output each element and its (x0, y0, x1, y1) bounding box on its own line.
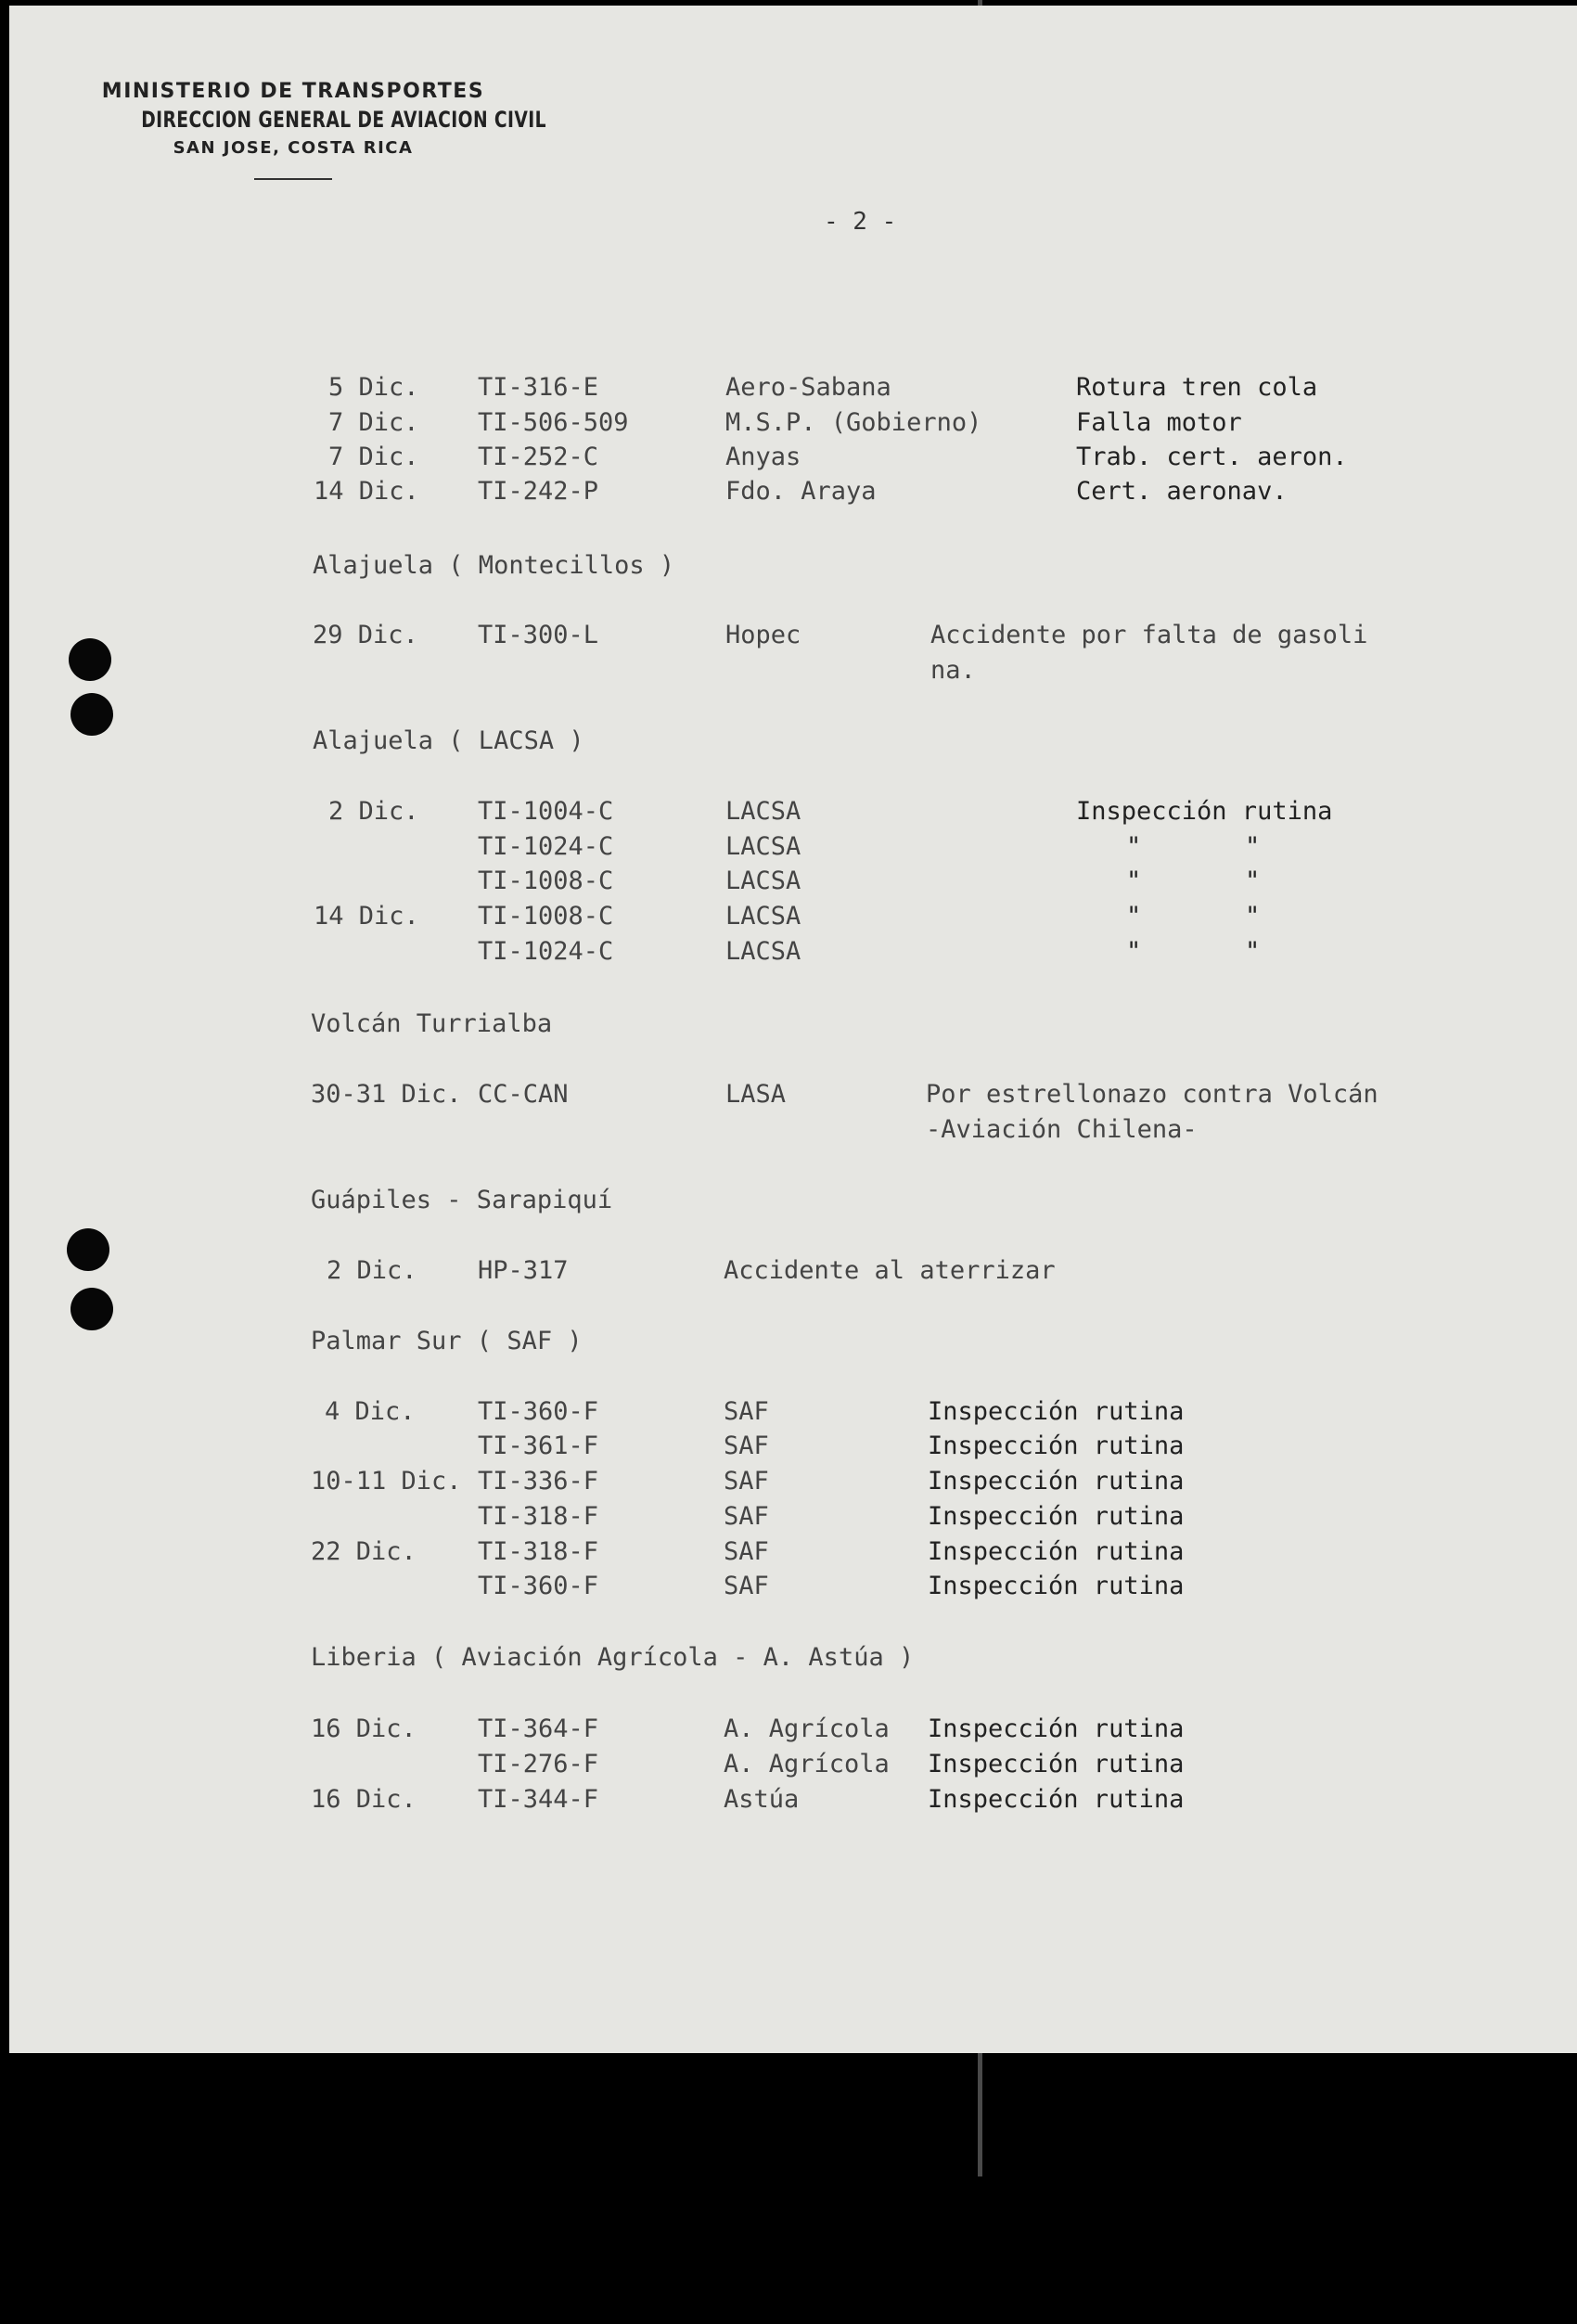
page-number: - 2 - (824, 208, 897, 236)
ditto-mark: " (1126, 902, 1142, 931)
letterhead-ministry: MINISTERIO DE TRANSPORTES (101, 80, 485, 103)
entry-note: Inspección rutina (928, 1537, 1185, 1566)
entry-date: 29 Dic. (313, 621, 418, 649)
entry-registration: TI-276-F (478, 1750, 599, 1778)
entry-operator: Fdo. Araya (725, 477, 877, 506)
entry-note: Accidente al aterrizar (724, 1256, 1056, 1285)
entry-operator: LASA (725, 1080, 787, 1109)
entry-note-continuation: na. (930, 656, 976, 685)
entry-registration: TI-1008-C (478, 867, 614, 895)
entry-registration: CC-CAN (478, 1080, 569, 1109)
entry-registration: TI-361-F (478, 1432, 599, 1460)
section-heading: Alajuela ( Montecillos ) (313, 551, 675, 580)
section-heading: Guápiles - Sarapiquí (311, 1186, 613, 1214)
letterhead-city: SAN JOSE, COSTA RICA (173, 138, 414, 158)
scan-divider (978, 2053, 982, 2176)
entry-registration: TI-316-E (478, 373, 599, 402)
entry-date: 10-11 Dic. (311, 1467, 462, 1496)
entry-operator: SAF (724, 1432, 769, 1460)
entry-date: 7 Dic. (328, 408, 419, 437)
letterhead-direction: DIRECCION GENERAL DE AVIACION CIVIL (141, 107, 546, 133)
entry-registration: TI-506-509 (478, 408, 629, 437)
punch-hole (71, 693, 113, 736)
entry-date: 22 Dic. (311, 1537, 417, 1566)
entry-registration: TI-1008-C (478, 902, 614, 931)
ditto-mark: " (1245, 937, 1261, 966)
entry-registration: TI-242-P (478, 477, 599, 506)
entry-note: Inspección rutina (928, 1785, 1185, 1814)
entry-operator: Aero-Sabana (725, 373, 891, 402)
entry-date: 2 Dic. (327, 1256, 417, 1285)
entry-date: 30-31 Dic. (311, 1080, 462, 1109)
ditto-mark: " (1245, 832, 1261, 861)
ditto-mark: " (1126, 832, 1142, 861)
entry-registration: TI-300-L (478, 621, 599, 649)
entry-operator: Astúa (724, 1785, 800, 1814)
entry-registration: TI-360-F (478, 1572, 599, 1600)
entry-note: Inspección rutina (1076, 797, 1333, 826)
entry-registration: TI-344-F (478, 1785, 599, 1814)
entry-operator: Anyas (725, 443, 801, 471)
entry-registration: TI-360-F (478, 1397, 599, 1426)
entry-date: 16 Dic. (311, 1714, 417, 1743)
scan-divider (978, 0, 982, 6)
letterhead-rule (254, 178, 332, 180)
section-heading: Volcán Turrialba (311, 1009, 553, 1038)
entry-operator: LACSA (725, 867, 801, 895)
entry-registration: HP-317 (478, 1256, 569, 1285)
punch-hole (67, 1228, 109, 1271)
entry-note: Inspección rutina (928, 1432, 1185, 1460)
ditto-mark: " (1126, 867, 1142, 895)
entry-registration: TI-336-F (478, 1467, 599, 1496)
entry-operator: SAF (724, 1572, 769, 1600)
entry-registration: TI-318-F (478, 1537, 599, 1566)
entry-operator: LACSA (725, 832, 801, 861)
entry-operator: SAF (724, 1397, 769, 1426)
entry-note: Trab. cert. aeron. (1076, 443, 1348, 471)
entry-operator: M.S.P. (Gobierno) (725, 408, 982, 437)
entry-registration: TI-252-C (478, 443, 599, 471)
entry-date: 4 Dic. (325, 1397, 416, 1426)
letterhead (98, 80, 546, 180)
entry-operator: A. Agrícola (724, 1750, 890, 1778)
entry-date: 2 Dic. (328, 797, 419, 826)
entry-note: Falla motor (1076, 408, 1242, 437)
section-heading: Alajuela ( LACSA ) (313, 726, 584, 755)
entry-date: 14 Dic. (314, 902, 419, 931)
section-heading: Liberia ( Aviación Agrícola - A. Astúa ) (311, 1643, 915, 1672)
ditto-mark: " (1245, 867, 1261, 895)
entry-operator: LACSA (725, 937, 801, 966)
entry-note: Inspección rutina (928, 1714, 1185, 1743)
entry-operator: SAF (724, 1537, 769, 1566)
entry-date: 7 Dic. (328, 443, 419, 471)
entry-registration: TI-364-F (478, 1714, 599, 1743)
entry-note-continuation: -Aviación Chilena- (926, 1115, 1198, 1144)
document-page (9, 6, 1577, 2053)
entry-operator: Hopec (725, 621, 801, 649)
entry-date: 16 Dic. (311, 1785, 417, 1814)
entry-note: Inspección rutina (928, 1750, 1185, 1778)
entry-note: Inspección rutina (928, 1502, 1185, 1531)
entry-operator: LACSA (725, 797, 801, 826)
entry-note: Rotura tren cola (1076, 373, 1318, 402)
entry-note: Inspección rutina (928, 1572, 1185, 1600)
ditto-mark: " (1126, 937, 1142, 966)
section-heading: Palmar Sur ( SAF ) (311, 1327, 583, 1355)
entry-operator: SAF (724, 1502, 769, 1531)
entry-operator: SAF (724, 1467, 769, 1496)
entry-operator: A. Agrícola (724, 1714, 890, 1743)
punch-hole (69, 638, 111, 681)
entry-operator: LACSA (725, 902, 801, 931)
entry-note: Inspección rutina (928, 1467, 1185, 1496)
entry-note: Accidente por falta de gasoli (930, 621, 1368, 649)
entry-note: Cert. aeronav. (1076, 477, 1288, 506)
entry-registration: TI-1004-C (478, 797, 614, 826)
ditto-mark: " (1245, 902, 1261, 931)
punch-hole (71, 1288, 113, 1330)
entry-registration: TI-1024-C (478, 832, 614, 861)
entry-date: 5 Dic. (328, 373, 419, 402)
entry-date: 14 Dic. (314, 477, 419, 506)
entry-note: Inspección rutina (928, 1397, 1185, 1426)
entry-registration: TI-318-F (478, 1502, 599, 1531)
entry-registration: TI-1024-C (478, 937, 614, 966)
entry-note: Por estrellonazo contra Volcán (926, 1080, 1378, 1109)
